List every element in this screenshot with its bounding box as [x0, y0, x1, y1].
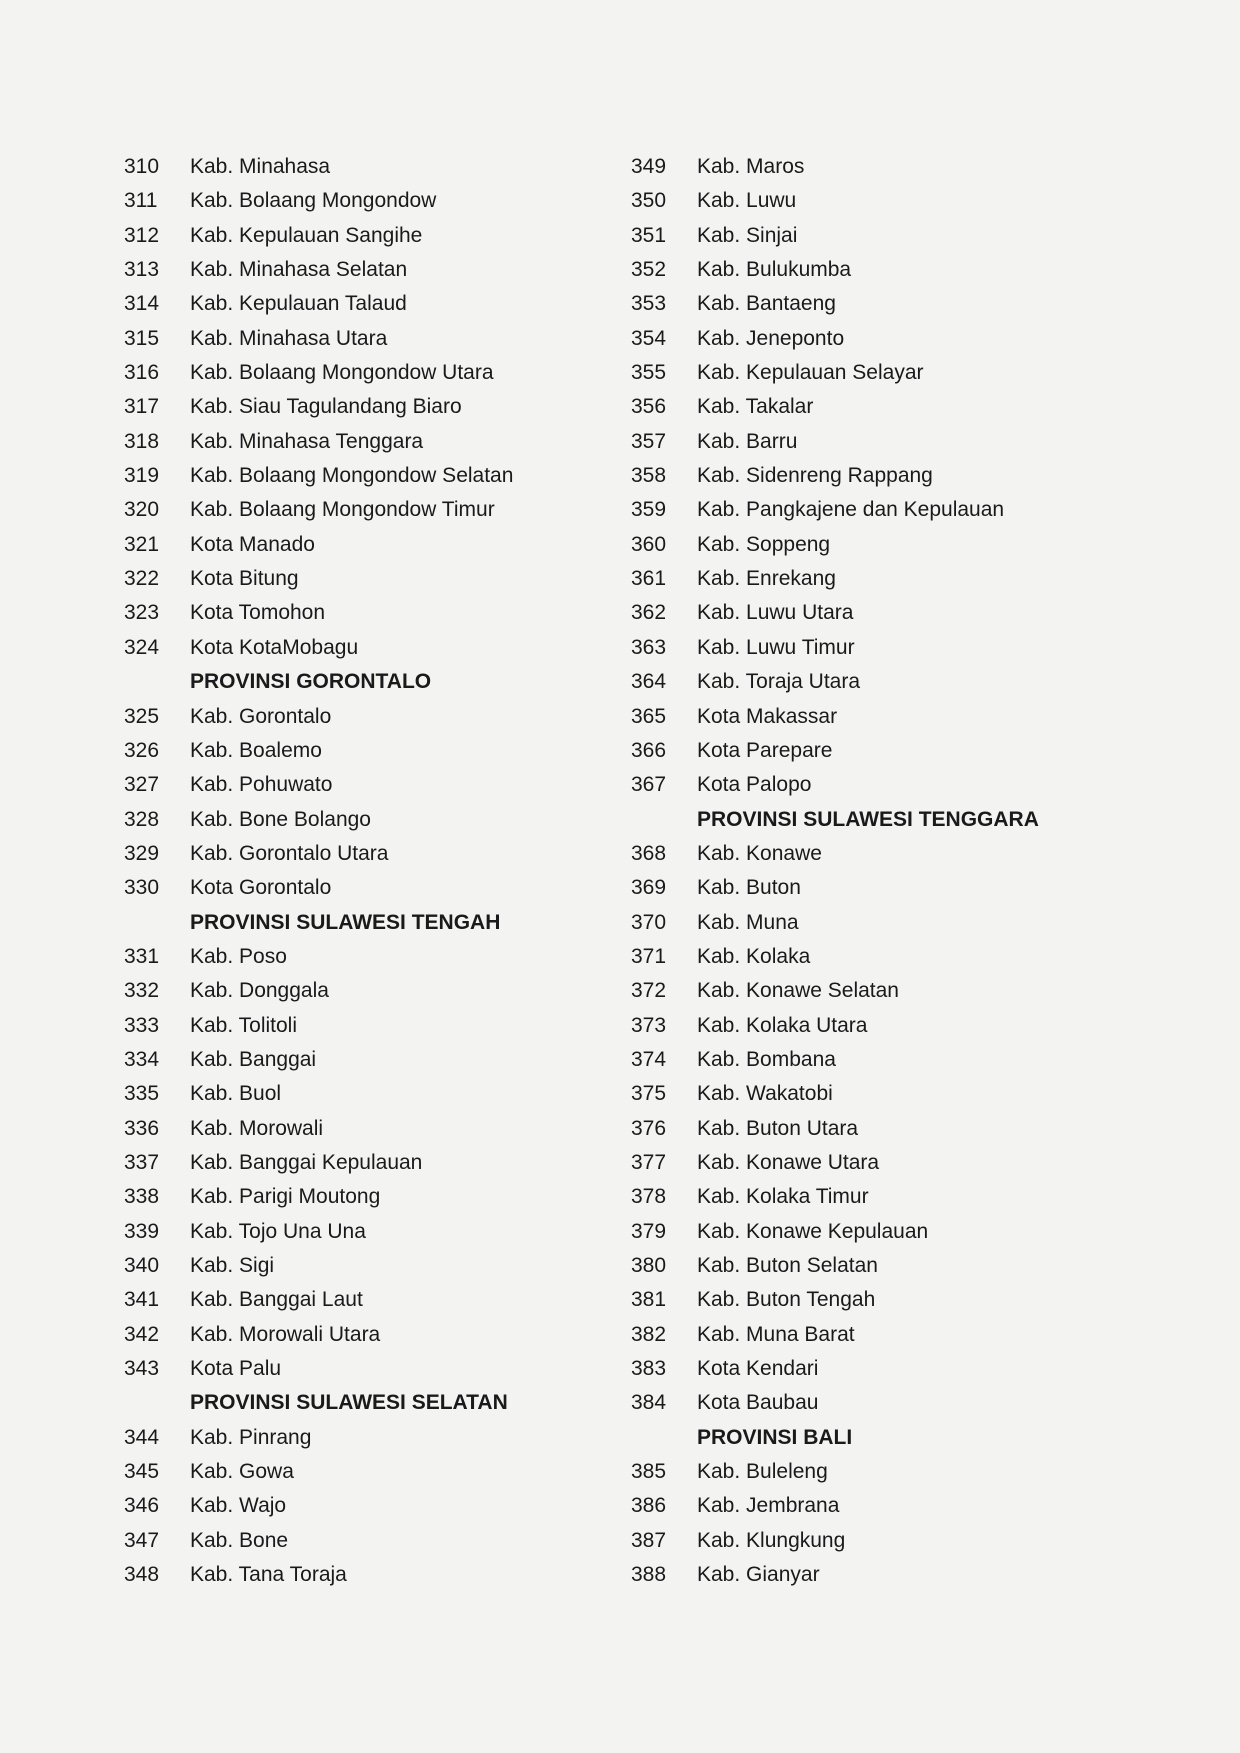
- region-row: [631, 1112, 1191, 1146]
- region-row: [124, 1146, 594, 1180]
- region-name: Kota KotaMobagu: [190, 635, 359, 659]
- region-number: 331: [124, 944, 160, 968]
- region-name: Kab. Soppeng: [697, 532, 831, 556]
- region-row: [124, 837, 594, 871]
- region-row: [124, 1180, 594, 1214]
- region-number: 314: [124, 292, 160, 316]
- region-name: Kab. Siau Tagulandang Biaro: [190, 395, 462, 419]
- region-name: Kab. Kepulauan Sangihe: [190, 223, 423, 247]
- region-row: [631, 871, 1191, 905]
- region-row: [631, 425, 1191, 459]
- region-number: 351: [631, 223, 667, 247]
- region-number: 357: [631, 429, 667, 453]
- region-row: [631, 528, 1191, 562]
- region-name: Kab. Kolaka Timur: [697, 1185, 869, 1209]
- region-number: 371: [631, 944, 667, 968]
- region-row: [124, 562, 594, 596]
- region-number: 330: [124, 876, 160, 900]
- region-number: 348: [124, 1563, 160, 1587]
- region-name: Kab. Minahasa Utara: [190, 326, 388, 350]
- region-number: 369: [631, 876, 667, 900]
- region-number: 361: [631, 567, 667, 591]
- region-name: Kab. Pohuwato: [190, 773, 333, 797]
- region-name: Kab. Morowali: [190, 1116, 324, 1140]
- region-row: [124, 1112, 594, 1146]
- region-row: [124, 803, 594, 837]
- region-row: [124, 356, 594, 390]
- region-number: 318: [124, 429, 160, 453]
- region-number: 328: [124, 807, 160, 831]
- region-name: Kab. Gowa: [190, 1460, 294, 1484]
- region-row: [124, 1524, 594, 1558]
- region-row: [631, 390, 1191, 424]
- region-row: [124, 1489, 594, 1523]
- region-number: 321: [124, 532, 160, 556]
- region-row: [631, 493, 1191, 527]
- region-row: [124, 184, 594, 218]
- region-row: [631, 1524, 1191, 1558]
- region-number: 325: [124, 704, 160, 728]
- region-row: [631, 219, 1191, 253]
- region-number: 375: [631, 1082, 667, 1106]
- region-row: [124, 425, 594, 459]
- region-row: [631, 1318, 1191, 1352]
- region-name: Kab. Sinjai: [697, 223, 798, 247]
- region-number: 387: [631, 1528, 667, 1552]
- region-number: 366: [631, 738, 667, 762]
- region-name: Kab. Banggai Kepulauan: [190, 1150, 423, 1174]
- region-number: 380: [631, 1254, 667, 1277]
- region-number: 332: [124, 979, 160, 1003]
- region-row: [631, 1215, 1191, 1249]
- region-row: [631, 1283, 1191, 1317]
- region-row: [124, 253, 594, 287]
- region-row: [124, 940, 594, 974]
- region-name: Kab. Pinrang: [190, 1425, 312, 1449]
- region-number: 346: [124, 1494, 160, 1518]
- region-name: Kab. Buton: [697, 876, 801, 900]
- region-name: Kota Makassar: [697, 704, 838, 728]
- region-number: 372: [631, 979, 667, 1003]
- left-column: [124, 150, 594, 1592]
- region-name: Kab. Bone Bolango: [190, 807, 371, 831]
- region-number: 343: [124, 1357, 160, 1381]
- region-name: Kab. Pangkajene dan Kepulauan: [697, 498, 1005, 522]
- region-name: Kab. Bolaang Mongondow Selatan: [190, 464, 514, 488]
- region-number: 352: [631, 258, 667, 282]
- region-row: [124, 528, 594, 562]
- region-name: Kab. Bone: [190, 1528, 289, 1552]
- province-heading: [124, 665, 594, 699]
- region-row: [124, 1455, 594, 1489]
- province-name: PROVINSI SULAWESI TENGAH: [190, 910, 501, 934]
- region-number: 384: [631, 1391, 667, 1415]
- region-row: [631, 1386, 1191, 1420]
- region-name: Kab. Boalemo: [190, 738, 322, 762]
- region-number: 316: [124, 361, 160, 385]
- region-name: Kab. Tolitoli: [190, 1013, 298, 1037]
- region-name: Kab. Kolaka: [697, 944, 811, 968]
- region-row: [124, 1009, 594, 1043]
- region-number: 333: [124, 1013, 160, 1037]
- province-heading: [124, 1386, 594, 1420]
- region-number: 315: [124, 326, 160, 350]
- region-number: 327: [124, 773, 160, 797]
- region-number: 353: [631, 292, 667, 316]
- region-name: Kab. Konawe Utara: [697, 1150, 880, 1174]
- region-number: 356: [631, 395, 667, 419]
- region-name: Kab. Morowali Utara: [190, 1322, 381, 1346]
- region-row: [124, 1421, 594, 1455]
- region-name: Kota Parepare: [697, 738, 833, 762]
- region-number: 367: [631, 773, 667, 797]
- region-number: 364: [631, 670, 667, 694]
- region-number: 382: [631, 1322, 667, 1346]
- region-number: 360: [631, 532, 667, 556]
- region-number: 320: [124, 498, 160, 522]
- region-row: [631, 768, 1191, 802]
- region-number: 326: [124, 738, 160, 762]
- region-number: 311: [124, 189, 158, 213]
- region-name: Kota Tomohon: [190, 601, 326, 625]
- province-heading: [631, 1421, 1191, 1455]
- region-number: 386: [631, 1494, 667, 1518]
- region-number: 334: [124, 1047, 160, 1071]
- region-name: Kab. Toraja Utara: [697, 670, 861, 694]
- region-row: [631, 562, 1191, 596]
- region-name: Kab. Bulukumba: [697, 258, 852, 282]
- region-row: [124, 734, 594, 768]
- region-name: Kota Manado: [190, 532, 315, 556]
- region-name: Kab. Tana Toraja: [190, 1563, 347, 1587]
- region-name: Kab. Konawe: [697, 841, 822, 865]
- region-number: 335: [124, 1082, 160, 1106]
- region-name: Kab. Bombana: [697, 1047, 836, 1071]
- region-row: [124, 287, 594, 321]
- region-name: Kab. Luwu Utara: [697, 601, 854, 625]
- region-row: [631, 1077, 1191, 1111]
- region-number: 337: [124, 1150, 160, 1174]
- region-number: 365: [631, 704, 667, 728]
- region-name: Kab. Maros: [697, 155, 805, 178]
- region-row: [124, 1249, 594, 1283]
- region-number: 378: [631, 1185, 667, 1209]
- region-number: 379: [631, 1219, 667, 1243]
- region-row: [124, 1077, 594, 1111]
- region-row: [631, 665, 1191, 699]
- region-number: 368: [631, 841, 667, 865]
- region-name: Kota Palopo: [697, 773, 812, 797]
- region-row: [631, 1455, 1191, 1489]
- region-name: Kab. Muna: [697, 910, 799, 934]
- region-name: Kab. Sigi: [190, 1254, 275, 1277]
- region-name: Kab. Buol: [190, 1082, 282, 1106]
- region-number: 388: [631, 1563, 667, 1587]
- region-row: [631, 150, 1191, 184]
- region-name: Kab. Bolaang Mongondow Utara: [190, 361, 494, 385]
- region-row: [124, 150, 594, 184]
- region-name: Kab. Barru: [697, 429, 798, 453]
- region-row: [631, 1146, 1191, 1180]
- region-name: Kab. Muna Barat: [697, 1322, 855, 1346]
- region-number: 370: [631, 910, 667, 934]
- region-name: Kab. Minahasa: [190, 155, 331, 178]
- region-name: Kab. Banggai: [190, 1047, 317, 1071]
- region-number: 324: [124, 635, 160, 659]
- region-name: Kab. Konawe Selatan: [697, 979, 899, 1003]
- region-number: 313: [124, 258, 160, 282]
- region-row: [124, 1558, 594, 1592]
- region-row: [631, 974, 1191, 1008]
- region-name: Kab. Gorontalo: [190, 704, 332, 728]
- region-number: 347: [124, 1528, 160, 1552]
- region-number: 322: [124, 567, 160, 591]
- province-name: PROVINSI SULAWESI TENGGARA: [697, 807, 1039, 831]
- province-name: PROVINSI GORONTALO: [190, 670, 432, 694]
- region-row: [631, 322, 1191, 356]
- region-name: Kota Bitung: [190, 567, 299, 591]
- region-row: [124, 871, 594, 905]
- region-row: [124, 631, 594, 665]
- region-number: 341: [124, 1288, 160, 1312]
- region-name: Kab. Jeneponto: [697, 326, 845, 350]
- region-row: [631, 459, 1191, 493]
- region-number: 340: [124, 1254, 160, 1277]
- region-name: Kab. Takalar: [697, 395, 814, 419]
- region-row: [631, 1352, 1191, 1386]
- region-row: [124, 322, 594, 356]
- region-row: [124, 1318, 594, 1352]
- region-number: 383: [631, 1357, 667, 1381]
- region-name: Kab. Kolaka Utara: [697, 1013, 868, 1037]
- region-number: 381: [631, 1288, 667, 1312]
- region-row: [124, 768, 594, 802]
- region-number: 373: [631, 1013, 667, 1037]
- region-row: [631, 1489, 1191, 1523]
- region-name: Kab. Banggai Laut: [190, 1288, 363, 1312]
- region-row: [631, 1043, 1191, 1077]
- region-row: [124, 390, 594, 424]
- region-number: 312: [124, 223, 160, 247]
- region-number: 385: [631, 1460, 667, 1484]
- region-name: Kab. Bantaeng: [697, 292, 836, 316]
- region-row: [631, 906, 1191, 940]
- region-row: [631, 734, 1191, 768]
- region-name: Kab. Luwu: [697, 189, 797, 213]
- region-row: [631, 253, 1191, 287]
- region-row: [124, 1215, 594, 1249]
- region-number: 377: [631, 1150, 667, 1174]
- region-number: 338: [124, 1185, 160, 1209]
- region-number: 317: [124, 395, 160, 419]
- region-number: 342: [124, 1322, 160, 1346]
- region-row: [124, 1352, 594, 1386]
- region-name: Kab. Konawe Kepulauan: [697, 1219, 929, 1243]
- region-name: Kab. Poso: [190, 944, 287, 968]
- region-row: [631, 1249, 1191, 1283]
- region-number: 355: [631, 361, 667, 385]
- region-name: Kab. Minahasa Tenggara: [190, 429, 424, 453]
- region-number: 358: [631, 464, 667, 488]
- region-row: [124, 596, 594, 630]
- region-name: Kab. Jembrana: [697, 1494, 840, 1518]
- region-row: [124, 459, 594, 493]
- region-number: 345: [124, 1460, 160, 1484]
- region-number: 362: [631, 601, 667, 625]
- region-name: Kab. Kepulauan Talaud: [190, 292, 407, 316]
- region-row: [631, 184, 1191, 218]
- region-name: Kab. Gianyar: [697, 1563, 820, 1587]
- region-number: 336: [124, 1116, 160, 1140]
- region-row: [631, 700, 1191, 734]
- region-name: Kota Palu: [190, 1357, 282, 1381]
- region-row: [124, 1043, 594, 1077]
- region-number: 363: [631, 635, 667, 659]
- region-number: 354: [631, 326, 667, 350]
- region-number: 310: [124, 155, 160, 178]
- region-row: [631, 287, 1191, 321]
- region-name: Kab. Buton Tengah: [697, 1288, 876, 1312]
- region-number: 374: [631, 1047, 667, 1071]
- region-name: Kab. Buton Utara: [697, 1116, 859, 1140]
- region-name: Kota Gorontalo: [190, 876, 332, 900]
- region-row: [631, 596, 1191, 630]
- region-name: Kab. Sidenreng Rappang: [697, 464, 933, 488]
- right-column: [631, 150, 1191, 1592]
- region-number: 376: [631, 1116, 667, 1140]
- region-name: Kab. Enrekang: [697, 567, 836, 591]
- region-row: [631, 631, 1191, 665]
- region-name: Kota Baubau: [697, 1391, 819, 1415]
- region-row: [631, 356, 1191, 390]
- region-name: Kab. Tojo Una Una: [190, 1219, 366, 1243]
- region-number: 323: [124, 601, 160, 625]
- region-row: [631, 1009, 1191, 1043]
- region-name: Kab. Buton Selatan: [697, 1254, 878, 1277]
- region-row: [631, 1558, 1191, 1592]
- province-name: PROVINSI BALI: [697, 1425, 853, 1449]
- region-name: Kab. Minahasa Selatan: [190, 258, 408, 282]
- region-name: Kab. Bolaang Mongondow Timur: [190, 498, 495, 522]
- region-row: [124, 974, 594, 1008]
- region-row: [124, 493, 594, 527]
- region-name: Kab. Donggala: [190, 979, 329, 1003]
- province-name: PROVINSI SULAWESI SELATAN: [190, 1391, 508, 1415]
- province-heading: [124, 906, 594, 940]
- region-name: Kab. Parigi Moutong: [190, 1185, 381, 1209]
- region-name: Kab. Wajo: [190, 1494, 287, 1518]
- region-name: Kab. Luwu Timur: [697, 635, 855, 659]
- region-row: [631, 837, 1191, 871]
- region-number: 350: [631, 189, 667, 213]
- region-number: 344: [124, 1425, 160, 1449]
- region-number: 339: [124, 1219, 160, 1243]
- region-row: [631, 1180, 1191, 1214]
- region-row: [124, 700, 594, 734]
- region-number: 359: [631, 498, 667, 522]
- region-row: [124, 1283, 594, 1317]
- region-name: Kab. Wakatobi: [697, 1082, 833, 1106]
- region-row: [124, 219, 594, 253]
- region-name: Kab. Klungkung: [697, 1528, 846, 1552]
- region-name: Kab. Kepulauan Selayar: [697, 361, 924, 385]
- region-name: Kab. Bolaang Mongondow: [190, 189, 437, 213]
- region-name: Kab. Buleleng: [697, 1460, 828, 1484]
- province-heading: [631, 803, 1191, 837]
- region-name: Kab. Gorontalo Utara: [190, 841, 389, 865]
- region-row: [631, 940, 1191, 974]
- region-number: 329: [124, 841, 160, 865]
- region-number: 349: [631, 155, 667, 178]
- region-name: Kota Kendari: [697, 1357, 819, 1381]
- region-number: 319: [124, 464, 160, 488]
